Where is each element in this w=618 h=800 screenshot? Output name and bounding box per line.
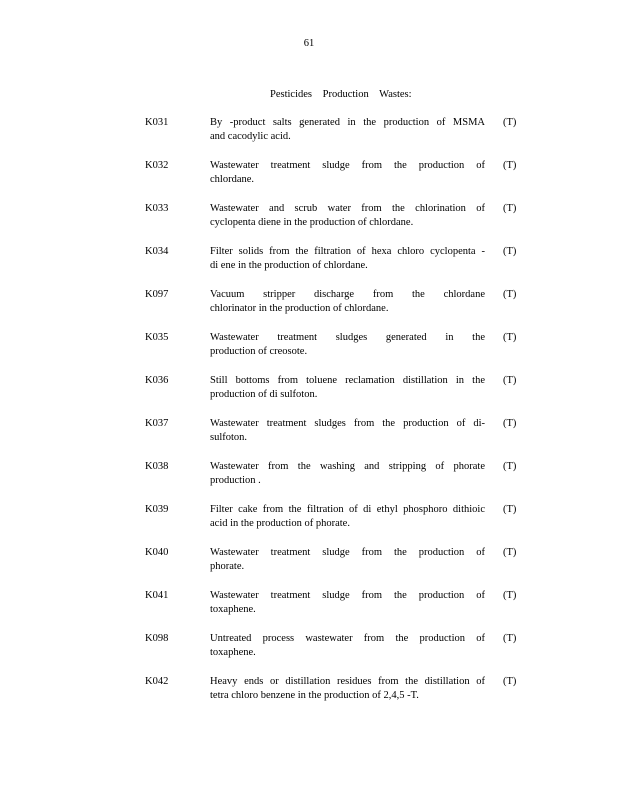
waste-description (210, 331, 485, 359)
waste-code: K040 (145, 547, 169, 558)
waste-entry (0, 632, 618, 675)
description-line-2: di ene in the production of chlordane. (210, 260, 368, 271)
waste-entry (0, 374, 618, 417)
hazard-code: (T) (503, 289, 517, 300)
waste-description (210, 632, 485, 660)
waste-entry (0, 675, 618, 718)
description-line-1: Heavy ends or distillation residues from the distillation of (210, 676, 485, 687)
hazard-code: (T) (503, 676, 517, 687)
waste-description (210, 675, 485, 703)
waste-code: K035 (145, 332, 169, 343)
description-line-1: Filter solids from the filtration of hexa chloro cyclopenta - (210, 246, 485, 257)
hazard-code: (T) (503, 375, 517, 386)
description-line-1: Wastewater treatment sludge from the production of (210, 547, 485, 558)
description-line-2: tetra chloro benzene in the production of 2,4,5 -T. (210, 690, 419, 701)
waste-entry (0, 546, 618, 589)
description-line-1: Untreated process wastewater from the production of (210, 633, 485, 644)
hazard-code: (T) (503, 461, 517, 472)
waste-description (210, 460, 485, 488)
description-line-2: cyclopenta diene in the production of chlordane. (210, 217, 414, 228)
hazard-code: (T) (503, 203, 517, 214)
waste-code: K097 (145, 289, 169, 300)
waste-description (210, 589, 485, 617)
hazard-code: (T) (503, 332, 517, 343)
waste-code: K039 (145, 504, 169, 515)
description-line-1: Wastewater from the washing and stripping of phorate (210, 461, 485, 472)
waste-entry (0, 331, 618, 374)
description-line-2: production of di sulfoton. (210, 389, 318, 400)
waste-entry (0, 288, 618, 331)
hazard-code: (T) (503, 633, 517, 644)
hazard-code: (T) (503, 418, 517, 429)
waste-code: K098 (145, 633, 169, 644)
hazard-code: (T) (503, 160, 517, 171)
waste-code: K032 (145, 160, 169, 171)
description-line-2: production of creosote. (210, 346, 308, 357)
waste-description (210, 202, 485, 230)
waste-code: K042 (145, 676, 169, 687)
description-line-1: Wastewater treatment sludges from the production of di- (210, 418, 485, 429)
description-line-2: chlorinator in the production of chlordane. (210, 303, 389, 314)
description-line-2: phorate. (210, 561, 245, 572)
waste-entry (0, 202, 618, 245)
waste-entry (0, 116, 618, 159)
description-line-2: production . (210, 475, 261, 486)
description-line-2: chlordane. (210, 174, 255, 185)
description-line-2: acid in the production of phorate. (210, 518, 350, 529)
waste-entry (0, 159, 618, 202)
waste-code: K031 (145, 117, 169, 128)
description-line-2: sulfoton. (210, 432, 248, 443)
hazard-code: (T) (503, 504, 517, 515)
waste-code-list (0, 116, 618, 718)
waste-description (210, 503, 485, 531)
description-line-1: Wastewater treatment sludge from the production of (210, 590, 485, 601)
waste-code: K038 (145, 461, 169, 472)
waste-entry (0, 460, 618, 503)
waste-description (210, 374, 485, 402)
waste-description (210, 288, 485, 316)
hazard-code: (T) (503, 246, 517, 257)
waste-entry (0, 245, 618, 288)
description-line-1: Wastewater treatment sludges generated in the (210, 332, 485, 343)
waste-code: K036 (145, 375, 169, 386)
description-line-1: Wastewater and scrub water from the chlorination of (210, 203, 485, 214)
waste-entry (0, 503, 618, 546)
description-line-1: Still bottoms from toluene reclamation distillation in the (210, 375, 485, 386)
description-line-2: and cacodylic acid. (210, 131, 291, 142)
section-title: Pesticides Production Wastes: (270, 89, 412, 100)
description-line-2: toxaphene. (210, 604, 256, 615)
waste-code: K034 (145, 246, 169, 257)
waste-code: K041 (145, 590, 169, 601)
description-line-1: Filter cake from the filtration of di ethyl phosphoro dithioic (210, 504, 485, 515)
hazard-code: (T) (503, 590, 517, 601)
waste-description (210, 245, 485, 273)
waste-description (210, 116, 485, 144)
hazard-code: (T) (503, 117, 517, 128)
waste-code: K033 (145, 203, 169, 214)
waste-description (210, 417, 485, 445)
waste-description (210, 159, 485, 187)
hazard-code: (T) (503, 547, 517, 558)
waste-entry (0, 589, 618, 632)
waste-entry (0, 417, 618, 460)
waste-description (210, 546, 485, 574)
page-number: 61 (303, 38, 315, 49)
waste-code: K037 (145, 418, 169, 429)
description-line-2: toxaphene. (210, 647, 256, 658)
description-line-1: By -product salts generated in the production of MSMA (210, 117, 485, 128)
description-line-1: Vacuum stripper discharge from the chlordane (210, 289, 485, 300)
description-line-1: Wastewater treatment sludge from the production of (210, 160, 485, 171)
